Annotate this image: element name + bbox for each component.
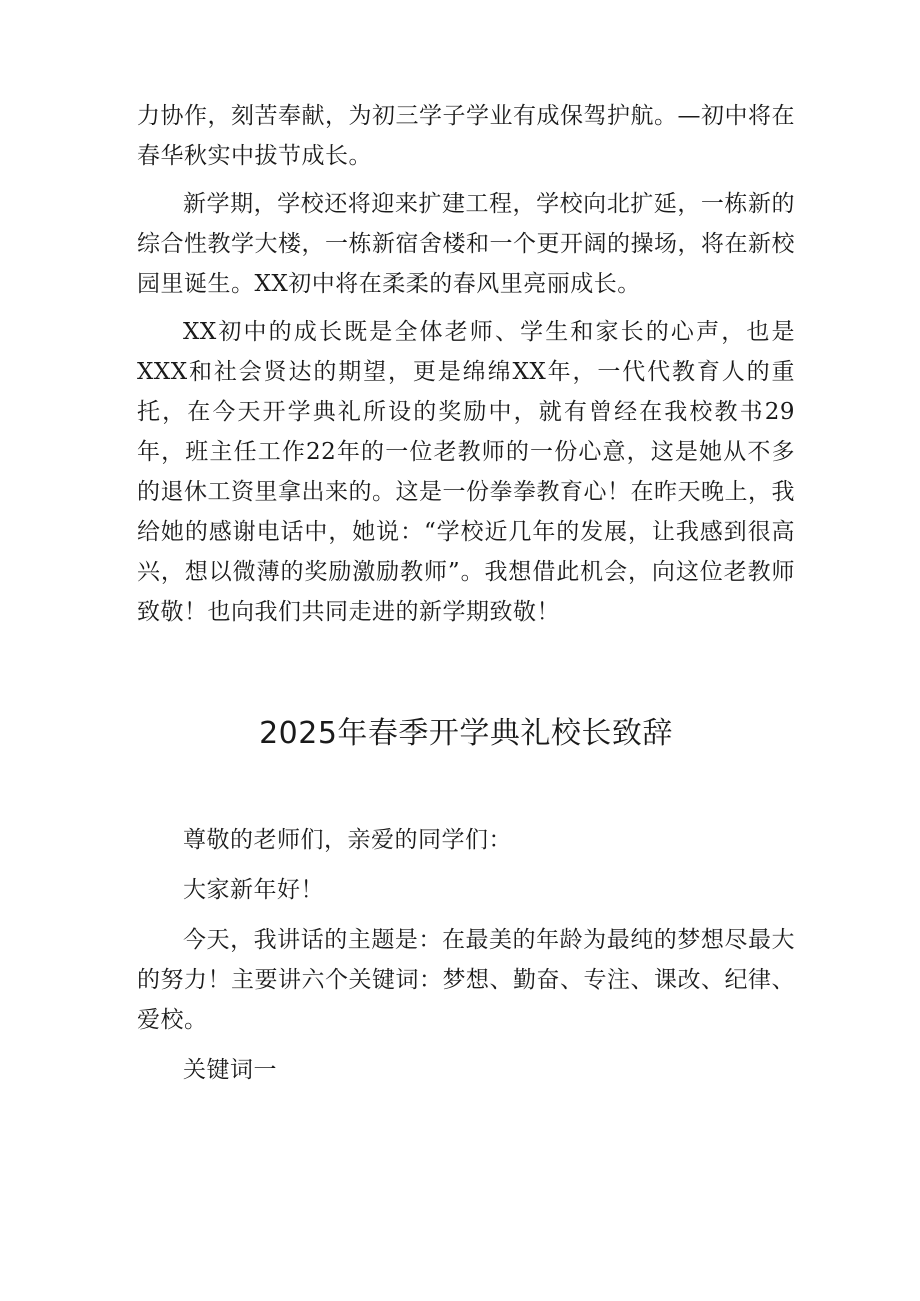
speech-title: 2025年春季开学典礼校长致辞: [259, 716, 673, 751]
speech-new-year: 大家新年好！: [183, 877, 324, 903]
speech-greeting: 尊敬的老师们，亲爱的同学们：: [183, 827, 512, 853]
paragraph-growth: XX初中的成长既是全体老师、学生和家长的心声，也是XXX和社会贤达的期望，更是绵绵XX年，一代代教育人的重托，在今天开学典礼所设的奖励中，就有曾经在我校教书29年，班主任工作22年的一位老教师的一份心意，这是她从不多的退休工资里拿出来的。这是一份拳拳教育心！在昨天晚上，我给她的感谢电话中，她说：“学校近几年的发展，让我感到很高兴，想以微薄的奖励激励教师”。我想借此机会，向这位老教师致敬！也向我们共同走进的新学期致敬！: [137, 319, 795, 625]
speech-theme: 今天，我讲话的主题是：在最美的年龄为最纯的梦想尽最大的努力！主要讲六个关键词：梦想、勤奋、专注、课改、纪律、爱校。: [137, 927, 795, 1033]
paragraph-expansion: 新学期，学校还将迎来扩建工程，学校向北扩延，一栋新的综合性教学大楼，一栋新宿舍楼和一个更开阔的操场，将在新校园里诞生。XX初中将在柔柔的春风里亮丽成长。: [137, 191, 795, 297]
paragraph-continuation: 力协作，刻苦奉献，为初三学子学业有成保驾护航。—初中将在春华秋实中拔节成长。: [137, 103, 795, 169]
keyword-heading: 关键词一: [183, 1057, 277, 1083]
document-page: [137, 96, 795, 1090]
